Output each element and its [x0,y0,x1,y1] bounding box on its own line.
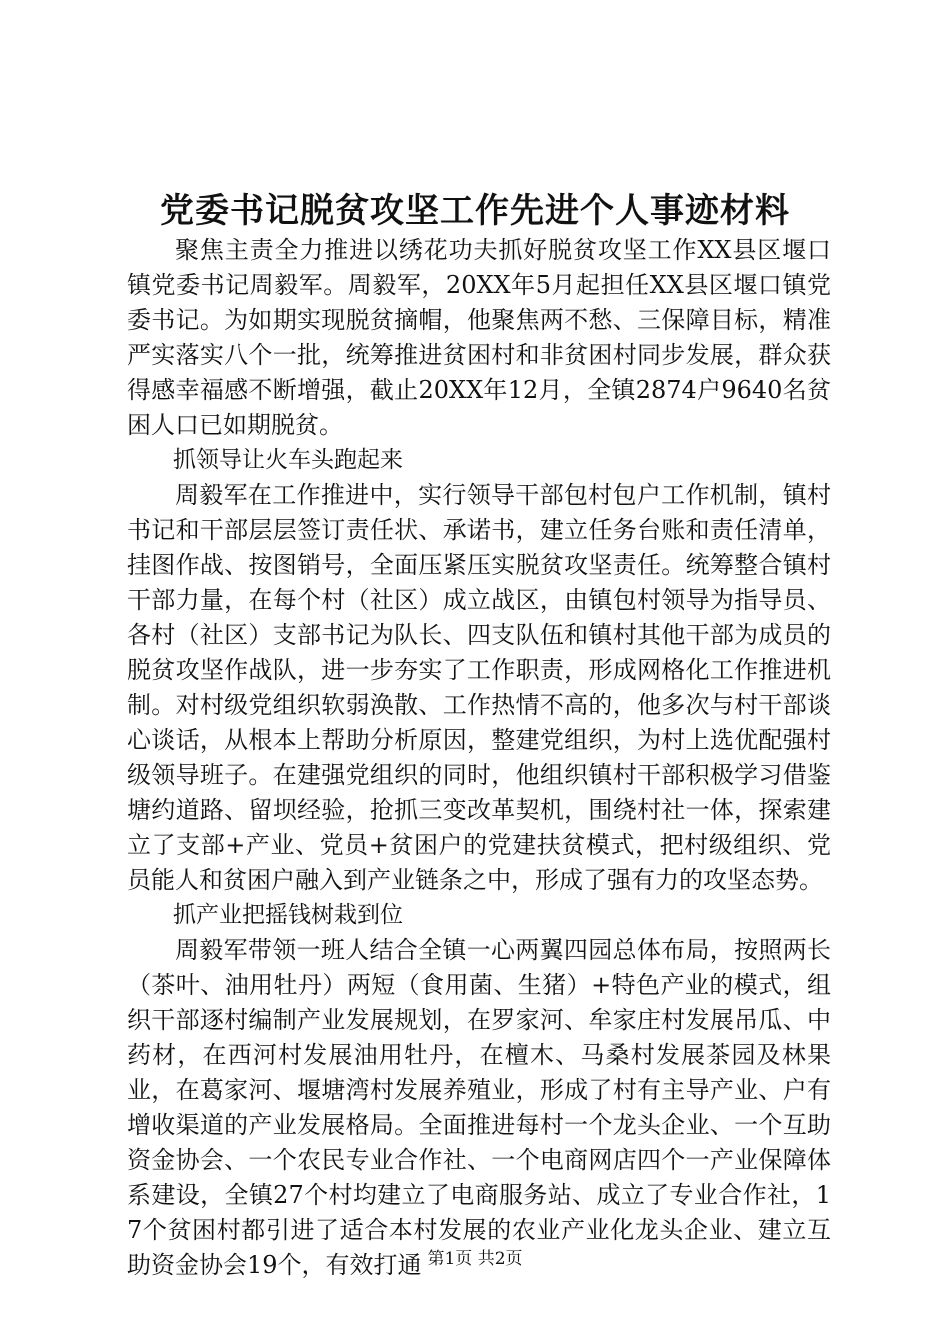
page-footer: 第1页 共2页 [427,1249,523,1269]
leadership-paragraph: 周毅军在工作推进中，实行领导干部包村包户工作机制，镇村书记和干部层层签订责任状、承诺书，建立任务台账和责任清单，挂图作战、按图销号，全面压紧压实脱贫攻坚责任。统筹整合镇村干部力量，在每个村（社区）成立战区，由镇包村领导为指导员、各村（社区）支部书记为队长、四支队伍和镇村其他干部为成员的脱贫攻坚作战队，进一步夯实了工作职责，形成网格化工作推进机制。对村级党组织软弱涣散、工作热情不高的，他多次与村干部谈心谈话，从根本上帮助分析原因，整建党组织，为村上选优配强村级领导班子。在建强党组织的同时，他组织镇村干部积极学习借鉴塘约道路、留坝经验，抢抓三变改革契机，围绕村社一体，探索建立了支部+产业、党员+贫困户的党建扶贫模式，把村级组织、党员能人和贫困户融入到产业链条之中，形成了强有力的攻坚态势。 [127,481,831,894]
document-title: 党委书记脱贫攻坚工作先进个人事迹材料 [160,191,790,231]
industry-paragraph: 周毅军带领一班人结合全镇一心两翼四园总体布局，按照两长（茶叶、油用牡丹）两短（食用菌、生猪）+特色产业的模式，组织干部逐村编制产业发展规划，在罗家河、牟家庄村发展吊瓜、中药材，在西河村发展油用牡丹，在檀木、马桑村发展茶园及林果业，在葛家河、堰塘湾村发展养殖业，形成了村有主导产业、户有增收渠道的产业发展格局。全面推进每村一个龙头企业、一个互助资金协会、一个农民专业合作社、一个电商网店四个一产业保障体系建设，全镇27个村均建立了电商服务站、成立了专业合作社，17个贫困村都引进了适合本村发展的农业产业化龙头企业、建立互助资金协会19个，有效打通 [127,936,831,1279]
document-body [127,233,831,1283]
section-heading-industry: 抓产业把摇钱树栽到位 [173,902,403,928]
intro-paragraph: 聚焦主责全力推进以绣花功夫抓好脱贫攻坚工作XX县区堰口镇党委书记周毅军。周毅军，20XX年5月起担任XX县区堰口镇党委书记。为如期实现脱贫摘帽，他聚焦两不愁、三保障目标，精准严实落实八个一批，统筹推进贫困村和非贫困村同步发展，群众获得感幸福感不断增强，截止20XX年12月，全镇2874户9640名贫困人口已如期脱贫。 [127,236,831,439]
section-heading-leadership: 抓领导让火车头跑起来 [173,447,403,473]
